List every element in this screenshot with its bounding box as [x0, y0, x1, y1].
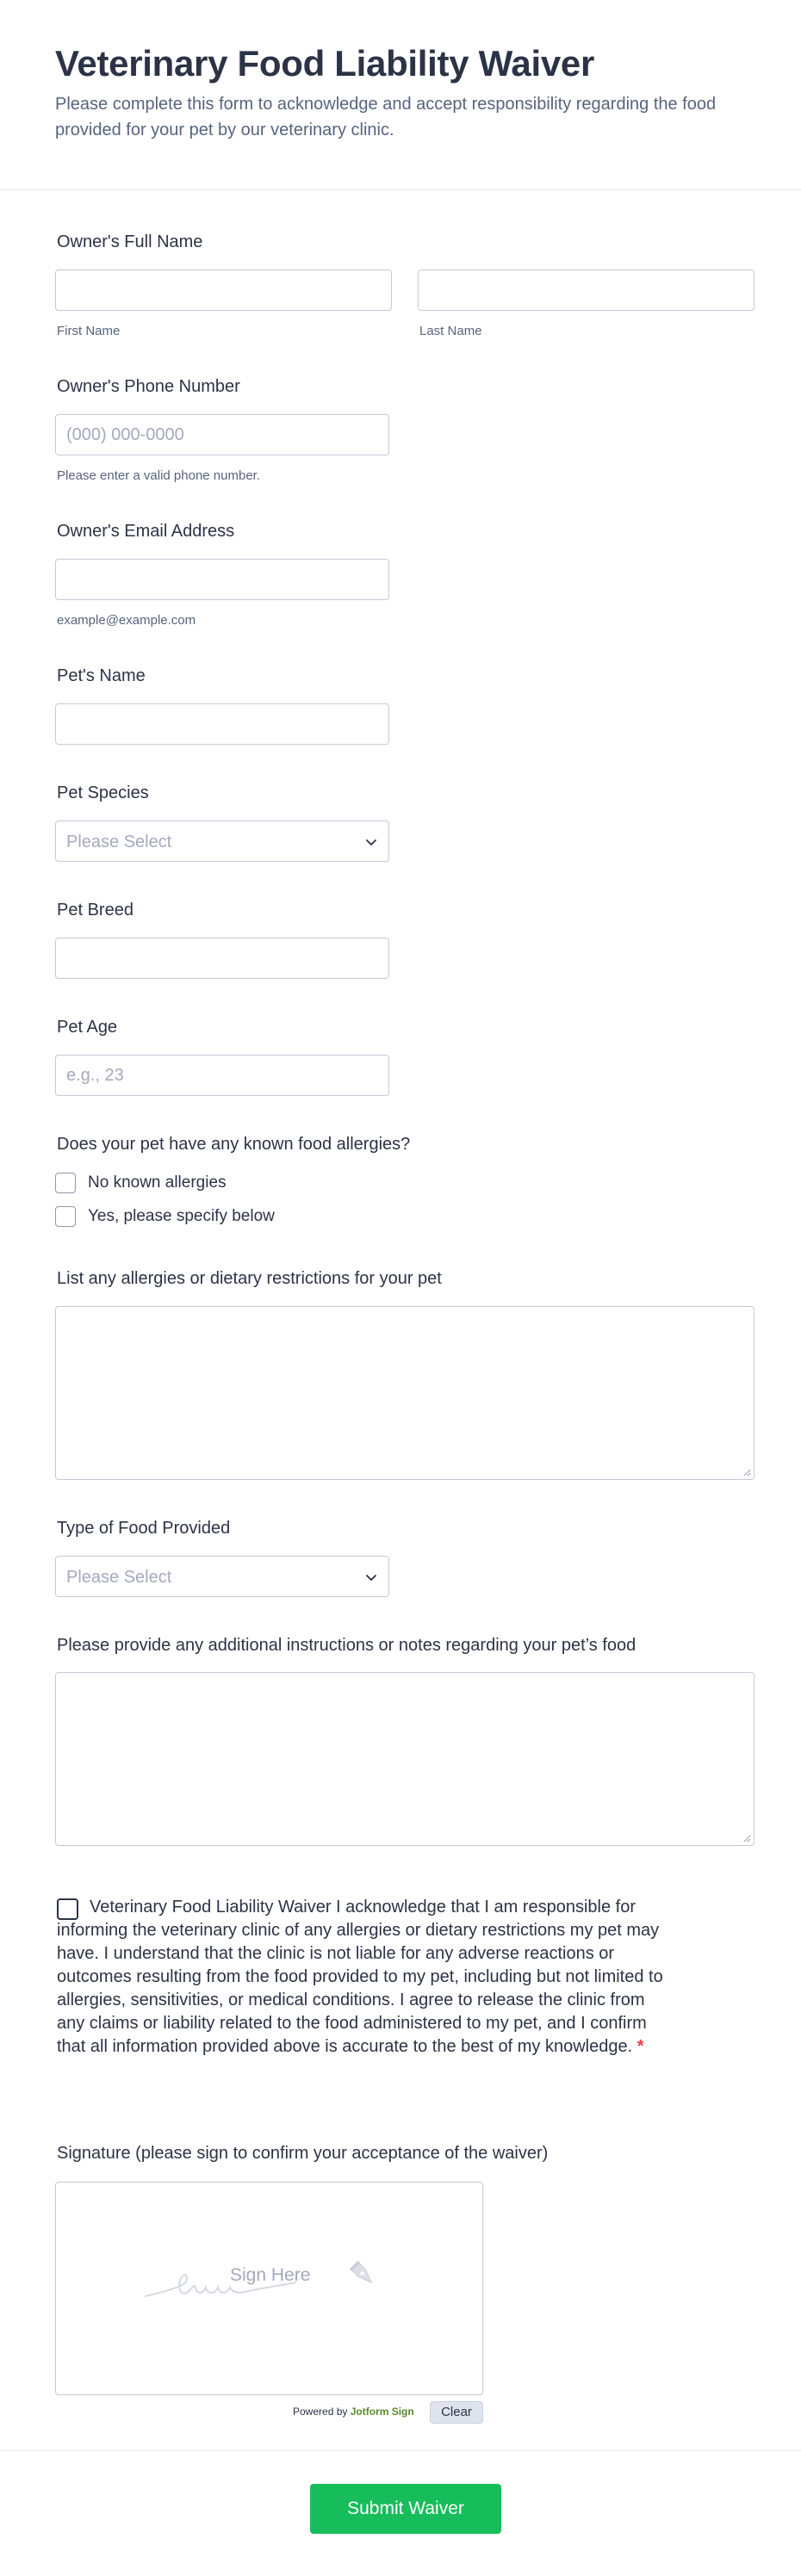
allergies-textarea[interactable]: [55, 1306, 754, 1480]
allergies-list-label: List any allergies or dietary restrictions for your pet: [57, 1269, 442, 1288]
checkbox[interactable]: [55, 1173, 76, 1193]
allergy-option-none[interactable]: [55, 1173, 314, 1195]
pet-age-label: Pet Age: [57, 1018, 118, 1037]
phone-input[interactable]: [55, 414, 389, 455]
email-input[interactable]: [55, 559, 389, 600]
required-asterisk: *: [636, 2037, 644, 2056]
food-type-label: Type of Food Provided: [57, 1519, 231, 1538]
notes-textarea[interactable]: [55, 1672, 754, 1846]
pet-species-select[interactable]: [55, 820, 389, 862]
footer-divider: [0, 2450, 801, 2451]
phone-sublabel: Please enter a valid phone number.: [57, 468, 260, 483]
food-type-select[interactable]: [55, 1556, 389, 1597]
chevron-down-icon: [364, 1570, 378, 1584]
powered-brand: Jotform Sign: [350, 2406, 414, 2418]
email-sublabel: example@example.com: [57, 613, 196, 628]
pen-nib-icon: [349, 2260, 378, 2289]
pet-species-label: Pet Species: [57, 783, 149, 802]
allergy-option-yes[interactable]: [55, 1206, 314, 1229]
food-type-selected: Please Select: [66, 1568, 172, 1587]
sign-here-placeholder: Sign Here: [230, 2265, 311, 2285]
pet-breed-label: Pet Breed: [57, 901, 134, 920]
powered-by: [293, 2406, 414, 2418]
chevron-down-icon: [364, 835, 378, 849]
form-header: [0, 0, 801, 190]
pet-breed-input[interactable]: [55, 938, 389, 979]
first-name-sublabel: First Name: [57, 324, 121, 338]
signature-label: Signature (please sign to confirm your acceptance of the waiver): [57, 2144, 549, 2163]
signature-pad[interactable]: [55, 2182, 483, 2395]
pet-name-input[interactable]: [55, 703, 389, 745]
last-name-input[interactable]: [418, 269, 754, 311]
powered-prefix: Powered by: [293, 2406, 351, 2418]
form-title: Veterinary Food Liability Waiver: [55, 43, 595, 84]
resize-handle-icon[interactable]: [741, 1832, 751, 1842]
clear-signature-button[interactable]: Clear: [430, 2401, 483, 2424]
allergy-option-label: Yes, please specify below: [88, 1207, 275, 1225]
consent-text: [57, 1896, 677, 2059]
pet-species-selected: Please Select: [66, 833, 172, 851]
resize-handle-icon[interactable]: [741, 1466, 751, 1477]
first-name-input[interactable]: [55, 269, 392, 311]
pet-age-input[interactable]: [55, 1055, 389, 1096]
checkbox[interactable]: [55, 1206, 76, 1227]
last-name-sublabel: Last Name: [419, 324, 482, 338]
notes-label: Please provide any additional instructions or notes regarding your pet’s food: [57, 1636, 636, 1655]
owner-email-label: Owner's Email Address: [57, 522, 235, 541]
allergies-question-label: Does your pet have any known food allergies?: [57, 1135, 411, 1154]
allergy-option-label: No known allergies: [88, 1173, 227, 1192]
submit-button[interactable]: Submit Waiver: [310, 2484, 501, 2534]
pet-name-label: Pet's Name: [57, 666, 146, 685]
form-subtitle: Please complete this form to acknowledge and accept responsibility regarding the food provided for your pet by our veterinary clinic.: [55, 95, 717, 139]
consent-checkbox[interactable]: [57, 1898, 78, 1920]
consent-statement: Veterinary Food Liability Waiver I acknowledge that I am responsible for informing the veterinary clinic of any allergies or dietary restrictions my pet may have. I understand that the clinic is not liable for any adverse reactions or outcomes resulting from the food provided to my pet, including but not limited to allergies, sensitivities, or medical conditions. I agree to release the clinic from any claims or liability related to the food administered to my pet, and I confirm that all information provided above is accurate to the best of my knowledge.: [57, 1898, 663, 2056]
owner-phone-label: Owner's Phone Number: [57, 377, 240, 396]
owner-name-label: Owner's Full Name: [57, 232, 203, 251]
